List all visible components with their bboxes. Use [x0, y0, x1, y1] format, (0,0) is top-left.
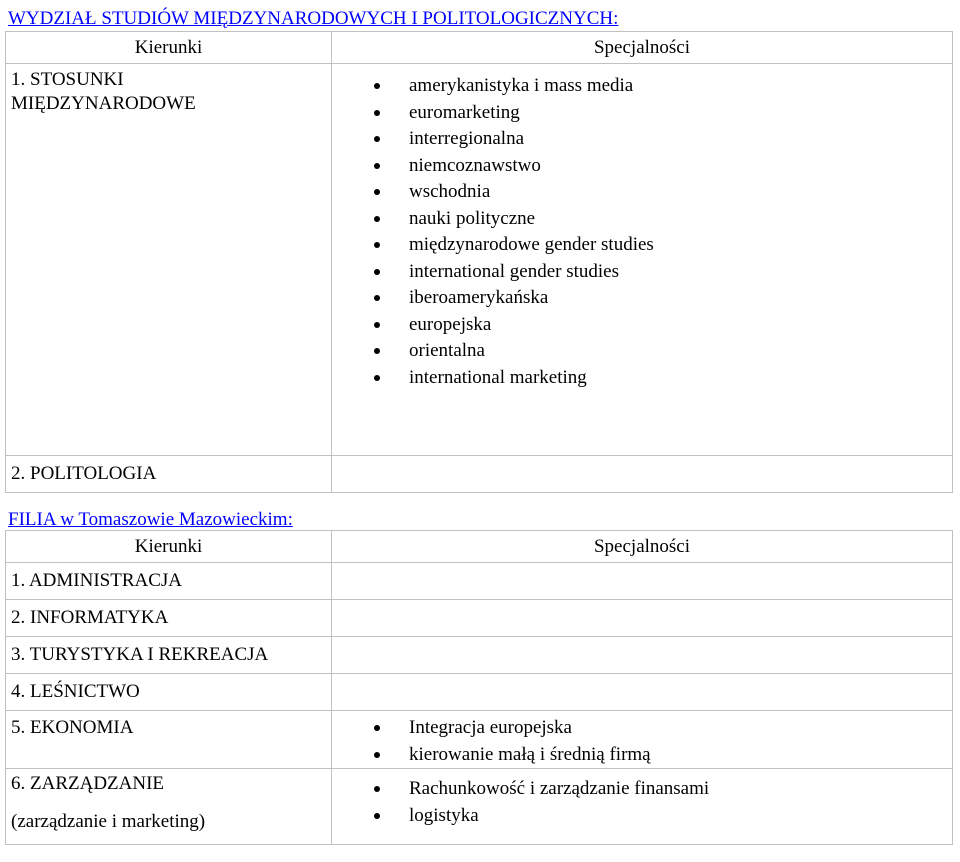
col-header-specjalnosci: Specjalności	[332, 531, 953, 563]
specjalnosci-cell	[332, 769, 953, 845]
kierunek-cell	[6, 64, 332, 456]
table-row	[6, 600, 953, 637]
specjalnosci-list	[332, 769, 952, 829]
list-item: orientalna	[332, 338, 952, 365]
table-row	[6, 64, 953, 456]
table-row	[6, 711, 953, 769]
section1-table	[5, 31, 953, 493]
list-item: international marketing	[332, 365, 952, 392]
list-item: Rachunkowość i zarządzanie finansami	[332, 776, 952, 803]
table-row	[6, 456, 953, 493]
kierunek-cell: 3. TURYSTYKA I REKREACJA	[6, 637, 332, 674]
kierunek-name-line1: 6. ZARZĄDZANIE	[11, 773, 165, 794]
table-row	[6, 563, 953, 600]
list-item: amerykanistyka i mass media	[332, 73, 952, 100]
specjalnosci-cell	[332, 563, 953, 600]
list-item: iberoamerykańska	[332, 285, 952, 312]
kierunek-cell: 4. LEŚNICTWO	[6, 674, 332, 711]
specjalnosci-cell	[332, 456, 953, 493]
list-item: wschodnia	[332, 179, 952, 206]
col-header-kierunki: Kierunki	[6, 32, 332, 64]
list-item: international gender studies	[332, 259, 952, 286]
list-item: kierowanie małą i średnią firmą	[332, 742, 952, 769]
specjalnosci-cell	[332, 711, 953, 769]
specjalnosci-cell	[332, 674, 953, 711]
kierunek-cell: 1. ADMINISTRACJA	[6, 563, 332, 600]
section1-heading: WYDZIAŁ STUDIÓW MIĘDZYNARODOWYCH I POLITOLOGICZNYCH:	[8, 8, 619, 29]
table-header-row	[6, 32, 953, 64]
kierunek-name-line2: MIĘDZYNARODOWE	[11, 93, 196, 114]
list-item: interregionalna	[332, 126, 952, 153]
list-item: niemcoznawstwo	[332, 153, 952, 180]
table-row	[6, 769, 953, 845]
section2-table	[5, 530, 953, 845]
list-item: euromarketing	[332, 100, 952, 127]
kierunek-name-line2: (zarządzanie i marketing)	[11, 811, 206, 832]
list-item: Integracja europejska	[332, 715, 952, 742]
list-item: nauki polityczne	[332, 206, 952, 233]
table-row	[6, 637, 953, 674]
list-item: międzynarodowe gender studies	[332, 232, 952, 259]
section2-heading: FILIA w Tomaszowie Mazowieckim:	[8, 509, 293, 530]
col-header-kierunki: Kierunki	[6, 531, 332, 563]
kierunek-cell: 5. EKONOMIA	[6, 711, 332, 769]
specjalnosci-cell	[332, 637, 953, 674]
kierunek-cell: 2. POLITOLOGIA	[6, 456, 332, 493]
table-header-row	[6, 531, 953, 563]
col-header-specjalnosci: Specjalności	[332, 32, 953, 64]
kierunek-cell	[6, 769, 332, 845]
kierunek-cell: 2. INFORMATYKA	[6, 600, 332, 637]
specjalnosci-cell	[332, 64, 953, 456]
kierunek-name-line1: 1. STOSUNKI	[11, 69, 124, 90]
list-item: logistyka	[332, 803, 952, 830]
specjalnosci-list	[332, 711, 952, 768]
specjalnosci-cell	[332, 600, 953, 637]
table-row	[6, 674, 953, 711]
specjalnosci-list	[332, 64, 952, 391]
list-item: europejska	[332, 312, 952, 339]
